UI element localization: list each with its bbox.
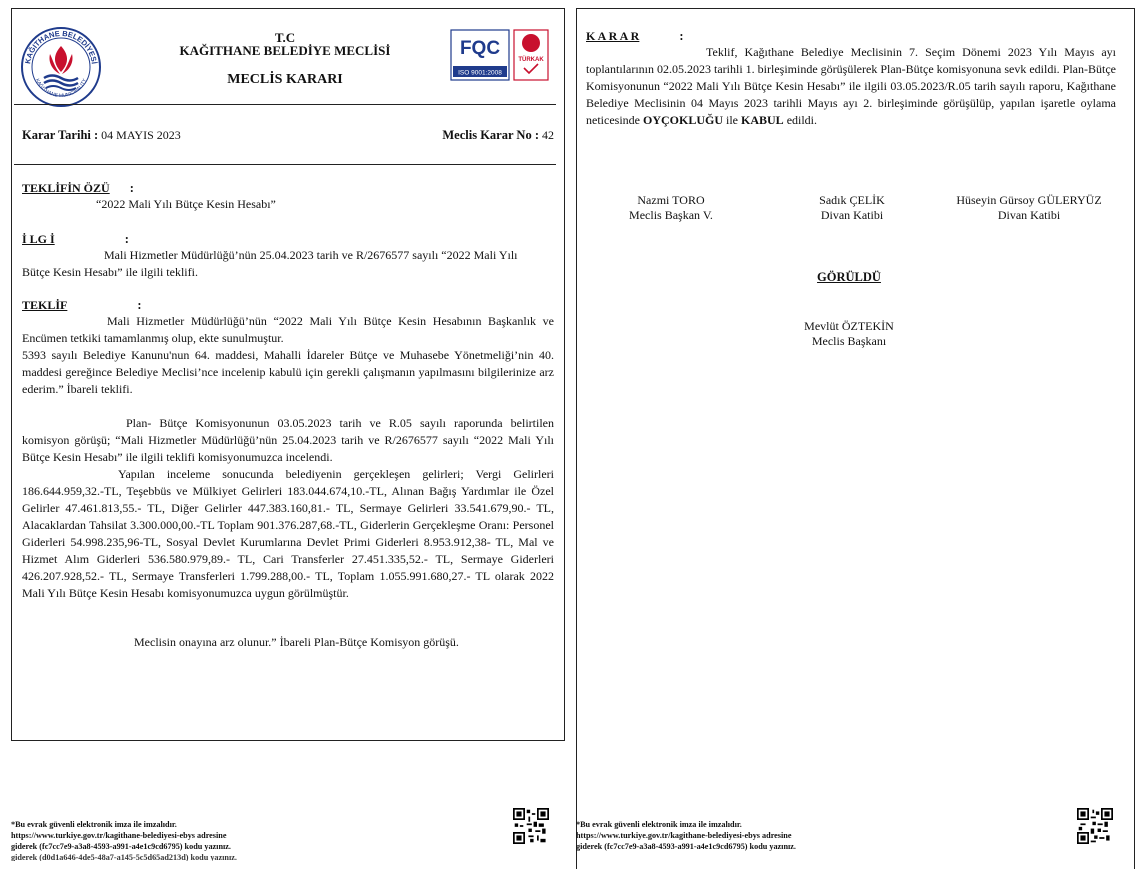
page-two [574,8,1139,868]
reference-line-2: Bütçe Kesin Hesabı” ile ilgili teklifi. [22,265,198,279]
decision-heading: K A R A R : [586,29,684,43]
proposal-heading: TEKLİF : [22,298,142,312]
page-two-frame [576,8,1135,869]
svg-text:TÜRKAK: TÜRKAK [518,57,544,63]
council-name: KAĞITHANE BELEDİYE MECLİSİ [179,43,391,58]
seen-heading: GÖRÜLDÜ [817,270,881,284]
svg-text:ISO 9001:2008: ISO 9001:2008 [458,69,502,77]
meta-divider [14,164,556,165]
signature-clerk-1: Sadık ÇELİK Divan Katibi [819,193,885,222]
financial-paragraph: Yapılan inceleme sonucunda belediyenin gerçekleşen gelirleri; Vergi Gelirleri 186.644.959,32.-TL, Teşebbüs ve Mülkiyet Gelirleri 183.044.674,10.-TL, Alınan Bağış Yardımlar ile Özel Gelirler 47.461.813,55.- TL, Diğer Gelirler 447.383.160,81.- TL, Sermaye Gelirleri 33.541.679,90.- TL, Alacaklardan Tahsilat 3.300.000,00.-TL Toplam 901.376.287,68.-TL, Giderlerin Gerçekleşme Oranı: Personel Giderleri 54.998.235,96-TL, Sosyal Devlet Kurumlarına Devlet Primi Giderleri 8.953.912,38- TL, Mal ve Hizmet Alım Giderleri 536.580.979,89.- TL, Cari Transferler 27.451.335,52.- TL, Sermaye Giderleri 426.207.928,52.- TL, Sermaye Transferleri 1.799.288,00.- TL, Toplam 1.055.991.680,27.- TL olarak 2022 Mali Yılı Bütçe Kesin Hesabı komisyonumuzca uygun görülmüştür. [22,467,554,600]
qr-code [513,808,549,844]
certification-badges [450,28,550,84]
svg-text:KAĞITHANE BELEDİYESİ: KAĞITHANE BELEDİYESİ [23,28,99,65]
signature-clerk-2: Hüseyin Gürsoy GÜLERYÜZ Divan Katibi [956,193,1102,222]
svg-text:FQC: FQC [459,38,501,59]
summary-heading: TEKLİFİN ÖZÜ : [22,181,134,195]
reference-line-1: Mali Hizmetler Müdürlüğü’nün 25.04.2023 tarih ve R/2676577 sayılı “2022 Mali Yılı [104,248,518,262]
esign-notice: *Bu evrak güvenli elektronik imza ile imzalıdır. https://www.turkiye.gov.tr/kagithane-belediyesi-ebys adresine giderek (fc7cc7e9-a3a8-4593-a991-a4e1c9cd6795) kodu yazınız. giderek (d0d1a646-4de5-48a7-a145-5c5d65ad213d) kodu yazınız. [11,819,311,861]
qr-code [1077,808,1113,844]
svg-text:KAĞITHANE MUNICIPALITY: KAĞITHANE MUNICIPALITY [33,77,89,100]
decision-text: Teklif, Kağıthane Belediye Meclisinin 7. Seçim Dönemi 2023 Yılı Mayıs ayı toplantılarının 02.05.2023 tarihli 1. birleşiminde görüşülerek Plan-Bütçe komisyonuna sevk edildi. Plan-Bütçe Komisyonunun “2022 Mali Yılı Bütçe Kesin Hesabı” ile ilgili 03.05.2023/R.05 tarih sayılı raporu, Kağıthane Belediye Meclisinin 04 Mayıs 2023 tarihli Mayıs ayı 2. birleşiminde görüşülüp, yapılan işaretle oylama neticesinde OYÇOKLUĞU ile KABUL edildi. [586,45,1116,127]
reference-heading: İ LG İ : [22,232,129,246]
header-divider [14,104,556,105]
proposal-paragraph-2: 5393 sayılı Belediye Kanunu'nun 64. maddesi, Mahalli İdareler Bütçe ve Muhasebe Yönetmeliği’nin 40. maddesi gereğince Belediye Meclisi’nce incelenip kabulü için gerekli çalışmanın yapılmasını bilgilerinize arz ederim.” İbareli teklifi. [22,348,554,396]
commission-paragraph: Plan- Bütçe Komisyonunun 03.05.2023 tarih ve R.05 sayılı raporunda belirtilen komisyon görüşü; “Mali Hizmetler Müdürlüğü’nün 25.04.2023 tarih ve R/2676577 sayılı “2022 Mali Yılı Bütçe Kesin Hesabı” ile ilgili teklifi komisyonumuzca incelendi. [22,416,554,464]
esign-notice-overlap: giderek (d0d1a646-4de5-48a7-a145-5c5d65ad213d) kodu yazınız. [11,853,237,861]
closing-paragraph: Meclisin onayına arz olunur.” İbareli Plan-Bütçe Komisyon görüşü. [134,635,459,649]
page-title: MECLİS KARARI [227,72,343,87]
header-tc: T.C [274,30,296,45]
summary-text: “2022 Mali Yılı Bütçe Kesin Hesabı” [96,197,276,211]
signature-chair-deputy: Nazmi TORO Meclis Başkan V. [629,193,713,222]
decision-date: Karar Tarihi : 04 MAYIS 2023 [22,128,181,142]
esign-notice: *Bu evrak güvenli elektronik imza ile imzalıdır. https://www.turkiye.gov.tr/kagithane-belediyesi-ebys adresine giderek (fc7cc7e9-a3a8-4593-a991-a4e1c9cd6795) kodu yazınız. [576,820,796,851]
signature-president: Mevlüt ÖZTEKİN Meclis Başkanı [804,319,894,348]
page-one [0,8,570,868]
decision-number: Meclis Karar No : 42 [442,128,554,142]
proposal-paragraph-1: Mali Hizmetler Müdürlüğü’nün “2022 Mali Yılı Bütçe Kesin Hesabının Başkanlık ve Encümen tetkiki tamamlanmış olup, ekte sunulmuştur. [22,314,554,345]
